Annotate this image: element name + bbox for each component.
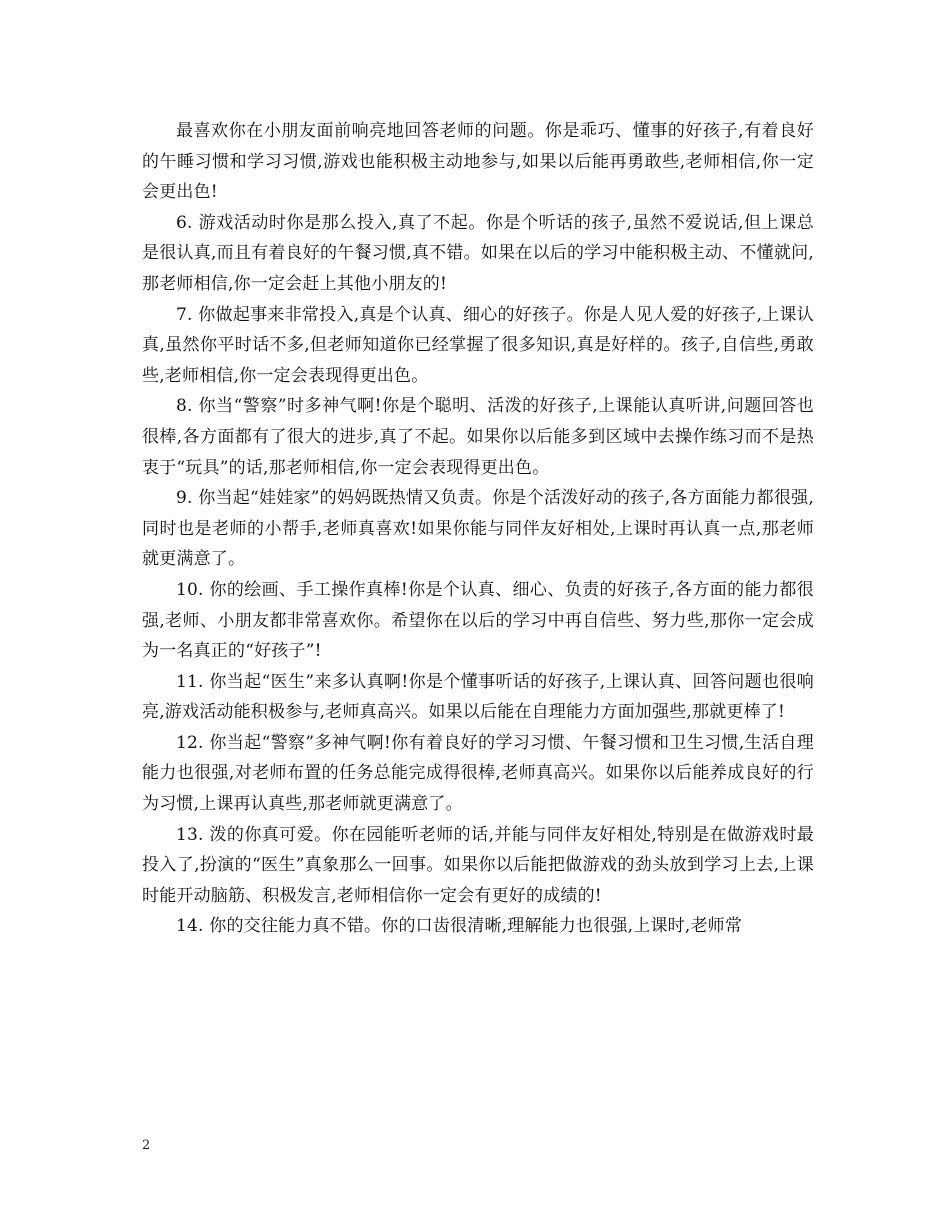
paragraph-11: 11. 你当起“医生”来多认真啊!你是个懂事听话的好孩子,上课认真、回答问题也很响亮,游戏活动能积极参与,老师真高兴。如果以后能在自理能力方面加强些,那就更棒了! xyxy=(142,671,814,723)
paragraph-6: 6. 游戏活动时你是那么投入,真了不起。你是个听话的孩子,虽然不爱说话,但上课总是很认真,而且有着良好的午餐习惯,真不错。如果在以后的学习中能积极主动、不懂就问,那老师相信,你一定会赶上其他小朋友的! xyxy=(142,212,814,294)
document-body xyxy=(142,116,814,942)
paragraph-10: 10. 你的绘画、手工操作真棒!你是个认真、细心、负责的好孩子,各方面的能力都很强,老师、小朋友都非常喜欢你。希望你在以后的学习中再自信些、努力些,那你一定会成为一名真正的“好孩子”! xyxy=(142,579,814,662)
paragraph-7: 7. 你做起事来非常投入,真是个认真、细心的好孩子。你是人见人爱的好孩子,上课认真,虽然你平时话不多,但老师知道你已经掌握了很多知识,真是好样的。孩子,自信些,勇敢些,老师相信,你一定会表现得更出色。 xyxy=(142,304,814,386)
page-number: 2 xyxy=(142,1138,151,1153)
paragraph-9: 9. 你当起“娃娃家”的妈妈既热情又负责。你是个活泼好动的孩子,各方面能力都很强,同时也是老师的小帮手,老师真喜欢!如果你能与同伴友好相处,上课时再认真一点,那老师就更满意了。 xyxy=(142,488,814,570)
paragraph-intro: 最喜欢你在小朋友面前响亮地回答老师的问题。你是乖巧、懂事的好孩子,有着良好的午睡习惯和学习习惯,游戏也能积极主动地参与,如果以后能再勇敢些,老师相信,你一定会更出色! xyxy=(142,121,814,203)
paragraph-8: 8. 你当“警察”时多神气啊!你是个聪明、活泼的好孩子,上课能认真听讲,问题回答也很棒,各方面都有了很大的进步,真了不起。如果你以后能多到区域中去操作练习而不是热衷于“玩具”的话,那老师相信,你一定会表现得更出色。 xyxy=(142,396,814,478)
paragraph-13: 13. 泼的你真可爱。你在园能听老师的话,并能与同伴友好相处,特别是在做游戏时最投入了,扮演的“医生”真象那么一回事。如果你以后能把做游戏的劲头放到学习上去,上课时能开动脑筋、积极发言,老师相信你一定会有更好的成绩的! xyxy=(142,824,814,906)
paragraph-12: 12. 你当起“警察”多神气啊!你有着良好的学习习惯、午餐习惯和卫生习惯,生活自理能力也很强,对老师布置的任务总能完成得很棒,老师真高兴。如果你以后能养成良好的行为习惯,上课再认真些,那老师就更满意了。 xyxy=(142,732,814,815)
paragraph-14: 14. 你的交往能力真不错。你的口齿很清晰,理解能力也很强,上课时,老师常 xyxy=(176,916,743,937)
